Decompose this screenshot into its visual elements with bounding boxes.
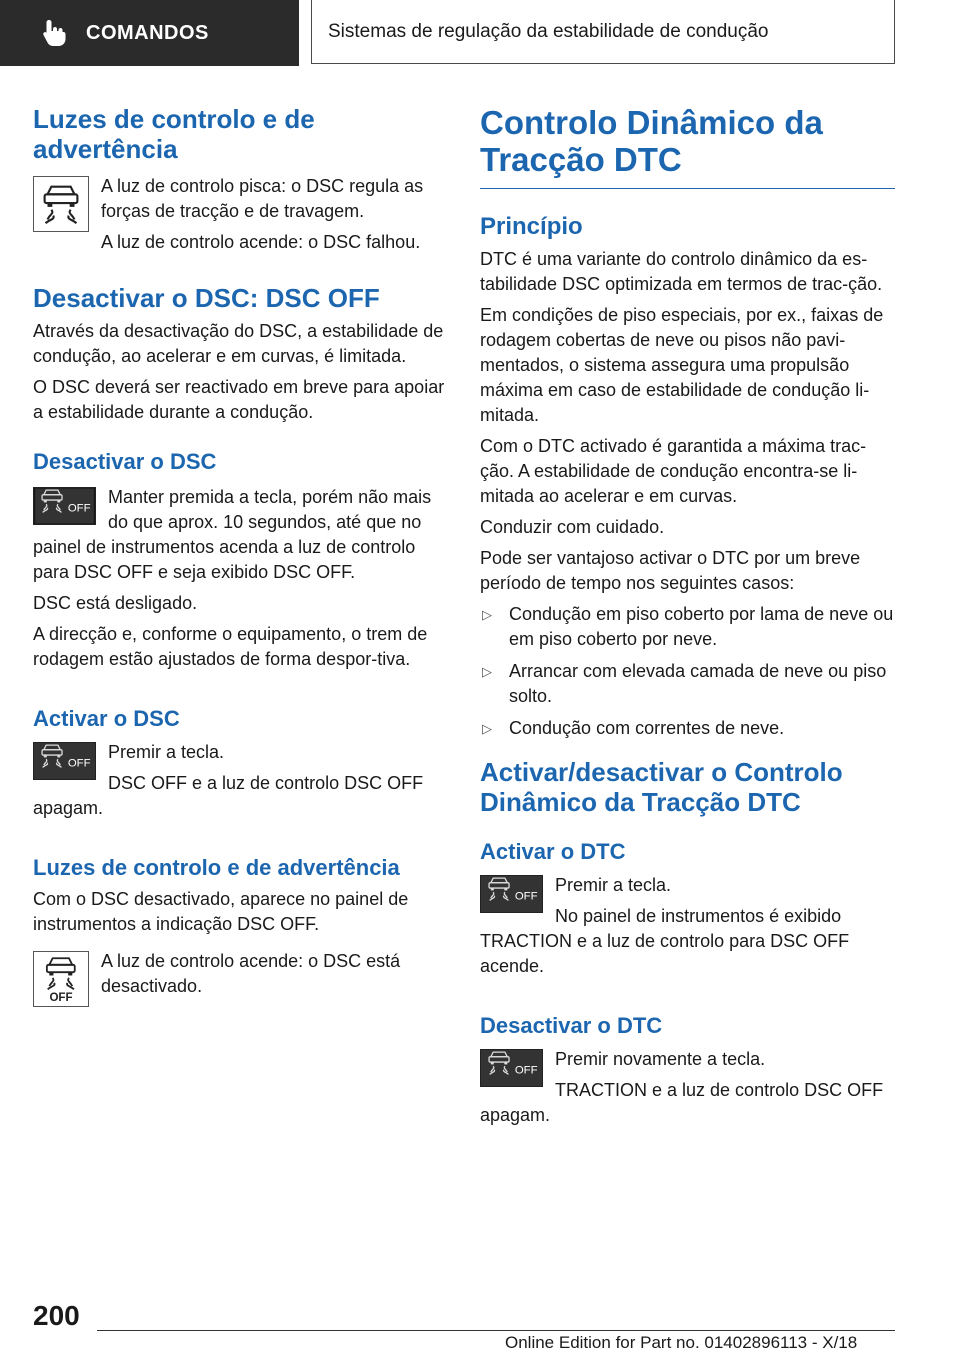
para-princ-3: Com o DTC activado é garantida a máxima trac‐ção. A estabilidade de condução encontra-se li‐mitada ao acelerar e em curvas. [480, 436, 867, 506]
para-princ-2: Em condições de piso especiais, por ex., faixas de rodagem cobertas de neve ou pisos não pavi‐mentados, o sistema assegura uma propulsão máxima em caso de estabilidade de condução li‐mitada. [480, 305, 884, 425]
off-key-text: OFF [67, 502, 91, 515]
dsc-warning-light-icon [33, 176, 89, 232]
para-act-1: Premir a tecla. [108, 742, 225, 762]
heading-deactivate-dsc: Desactivar o DSC [33, 449, 217, 474]
hand-pointer-icon [40, 18, 68, 48]
para-princ-4: Conduzir com cuidado. [480, 517, 665, 537]
deactivate-dtc-block [480, 1047, 895, 1128]
dsc-off-button-icon [480, 875, 543, 913]
para-act-2: DSC OFF e a luz de controlo DSC OFF apagam. [33, 773, 424, 818]
dsc-off-button-icon [480, 1049, 543, 1087]
heading-warning-lights: Luzes de controlo e de advertência [33, 104, 315, 164]
deactivate-dsc-block [33, 485, 449, 585]
heading-dsc-off: Desactivar o DSC: DSC OFF [33, 283, 380, 313]
para-warn-flash: A luz de controlo pisca: o DSC regula as forças de tracção e de travagem. [101, 176, 424, 221]
para-deact-2: DSC está desligado. [33, 593, 198, 613]
heading-activate-dtc: Activar o DTC [480, 839, 626, 864]
activate-dsc-block [33, 740, 449, 821]
section-tab[interactable] [0, 0, 299, 66]
triangle-bullet-icon: ▷ [482, 721, 492, 736]
para-deactdtc-2: TRACTION e a luz de controlo DSC OFF apagam. [480, 1080, 884, 1125]
para-warn2-1: Com o DSC desactivado, aparece no painel de instrumentos a indicação DSC OFF. [33, 889, 409, 934]
para-dscoff-2: O DSC deverá ser reactivado em breve para apoiar a estabilidade durante a condução. [33, 377, 445, 422]
off-key-text: OFF [514, 890, 538, 903]
list-item: ▷ Condução com correntes de neve. [480, 716, 895, 741]
para-warn2-2: A luz de controlo acende: o DSC está desactivado. [101, 951, 401, 996]
heading-principle: Princípio [480, 213, 583, 240]
activate-dtc-block [480, 873, 895, 979]
page-number: 200 [33, 1300, 80, 1331]
footer-divider [97, 1330, 895, 1331]
para-princ-5: Pode ser vantajoso activar o DTC por um breve período de tempo nos seguintes casos: [480, 548, 861, 593]
list-item: ▷ Arrancar com elevada camada de neve ou piso solto. [482, 661, 887, 706]
dsc-off-button-icon [33, 742, 96, 780]
off-key-text: OFF [514, 1064, 538, 1077]
dsc-off-light-block [33, 949, 449, 1007]
heading-warning-lights-2: Luzes de controlo e de advertência [33, 855, 400, 880]
dsc-off-warning-light-icon [33, 951, 89, 1007]
para-princ-1: DTC é uma variante do controlo dinâmico da es‐tabilidade DSC optimizada em termos de trac‐ção. [480, 249, 883, 294]
para-dscoff-1: Através da desactivação do DSC, a estabilidade de condução, ao acelerar e em curvas, é limitada. [33, 321, 444, 366]
left-column [33, 100, 449, 1007]
section-label: COMANDOS [86, 21, 209, 44]
para-deact-1: Manter premida a tecla, porém não mais do que aprox. 10 segundos, até que no painel de instrumentos acenda a luz de controlo para DSC OFF e seja exibido DSC OFF. [33, 487, 432, 582]
list-item: ▷ Condução em piso coberto por lama de neve ou em piso coberto por neve. [482, 604, 894, 649]
chapter-title: Sistemas de regulação da estabilidade de condução [311, 0, 895, 64]
dsc-off-button-icon [33, 487, 96, 525]
para-actdtc-1: Premir a tecla. [555, 875, 672, 895]
warning-light-block [33, 174, 449, 255]
footer-edition: Online Edition for Part no. 01402896113 - X/18 [505, 1333, 858, 1352]
heading-deactivate-dtc: Desactivar o DTC [480, 1013, 663, 1038]
para-deact-3: A direcção e, conforme o equipamento, o trem de rodagem estão ajustados de forma despor‐tiva. [33, 624, 428, 669]
para-warn-on: A luz de controlo acende: o DSC falhou. [101, 232, 421, 252]
triangle-bullet-icon: ▷ [482, 664, 492, 679]
heading-toggle-dtc: Activar/desactivar o Controlo Dinâmico da Tracção DTC [480, 757, 843, 817]
off-key-text: OFF [67, 757, 91, 770]
triangle-bullet-icon: ▷ [482, 607, 492, 622]
cases-list [480, 602, 895, 741]
page-title: Controlo Dinâmico da Tracção DTC [480, 104, 823, 178]
para-deactdtc-1: Premir novamente a tecla. [555, 1049, 766, 1069]
heading-activate-dsc: Activar o DSC [33, 706, 180, 731]
off-light-text: OFF [49, 992, 73, 1005]
title-divider [480, 188, 895, 189]
right-column [480, 100, 895, 1128]
para-actdtc-2: No painel de instrumentos é exibido TRACTION e a luz de controlo para DSC OFF acende. [480, 906, 850, 976]
